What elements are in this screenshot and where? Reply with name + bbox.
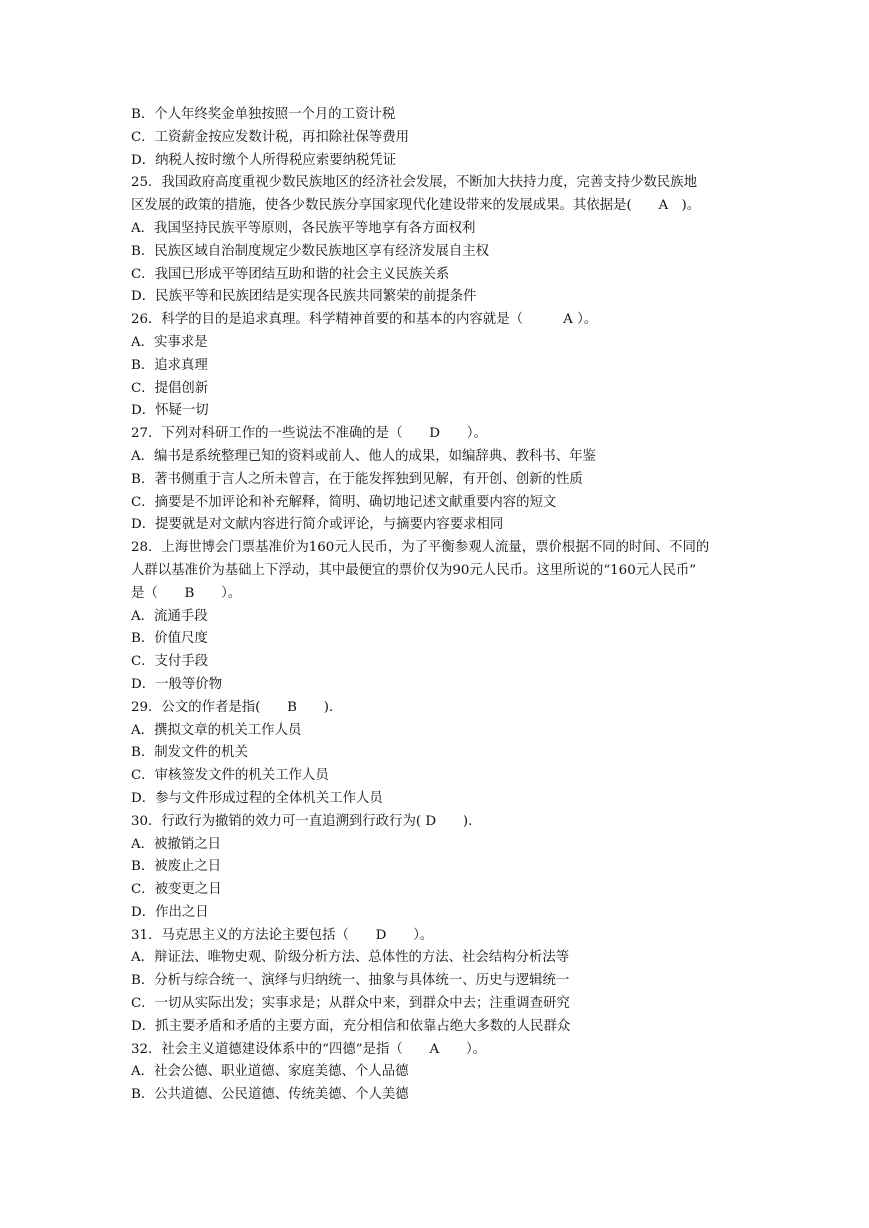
option-line-32b: B．公共道德、公民道德、传统美德、个人美德 <box>131 1087 409 1103</box>
option-line-25a: A．我国坚持民族平等原则，各民族平等地享有各方面权利 <box>131 220 476 236</box>
option-line-29b: B．制发文件的机关 <box>131 745 248 761</box>
option-line-30b: B．被废止之日 <box>131 859 222 875</box>
question-28-line-2: 人群以基准价为基础上下浮动，其中最便宜的票价仅为90元人民币。这里所说的“160元人民币” <box>131 562 697 578</box>
option-line-25d: D．民族平等和民族团结是实现各民族共同繁荣的前提条件 <box>131 289 477 305</box>
option-line-30c: C．被变更之日 <box>131 882 222 898</box>
option-line-26b: B．追求真理 <box>131 357 208 373</box>
option-line-27a: A．编书是系统整理已知的资料或前人、他人的成果，如编辞典、教科书、年鉴 <box>131 448 596 464</box>
option-line-31d: D．抓主要矛盾和矛盾的主要方面，充分相信和依靠占绝大多数的人民群众 <box>131 1018 571 1034</box>
option-line-31c: C．一切从实际出发；实事求是；从群众中来，到群众中去；注重调查研究 <box>131 996 570 1012</box>
option-line-26d: D．怀疑一切 <box>131 403 209 419</box>
option-line-26c: C．提倡创新 <box>131 380 209 396</box>
question-26: 26．科学的目的是追求真理。科学精神首要的和基本的内容就是（ A ）。 <box>131 312 598 328</box>
option-line-24d: D．纳税人按时缴个人所得税应索要纳税凭证 <box>131 152 397 168</box>
option-line-28d: D．一般等价物 <box>131 676 223 692</box>
option-line-27b: B．著书侧重于言人之所未曾言，在于能发挥独到见解，有开创、创新的性质 <box>131 471 583 487</box>
option-line-24b: B．个人年终奖金单独按照一个月的工资计税 <box>131 107 396 122</box>
question-28-line-1: 28．上海世博会门票基准价为160元人民币，为了平衡参观人流量，票价根据不同的时间、不同的 <box>131 540 710 556</box>
option-line-28a: A．流通手段 <box>131 608 208 624</box>
option-line-28c: C．支付手段 <box>131 654 209 670</box>
option-line-30d: D．作出之日 <box>131 904 209 920</box>
option-line-29a: A．撰拟文章的机关工作人员 <box>131 722 302 738</box>
question-32: 32．社会主义道德建设体系中的“四德”是指（ A ）。 <box>131 1041 487 1057</box>
option-line-25b: B．民族区域自治制度规定少数民族地区享有经济发展自主权 <box>131 243 489 259</box>
question-27: 27．下列对科研工作的一些说法不准确的是（ D ）。 <box>131 426 487 442</box>
option-line-27c: C．摘要是不加评论和补充解释，简明、确切地记述文献重要内容的短文 <box>131 494 557 510</box>
option-line-29c: C．审核签发文件的机关工作人员 <box>131 768 329 784</box>
document-body <box>131 104 781 1107</box>
option-line-27d: D．提要就是对文献内容进行简介或评论，与摘要内容要求相同 <box>131 517 504 533</box>
question-30: 30．行政行为撤销的效力可一直追溯到行政行为( D ). <box>131 813 473 829</box>
question-28-line-3: 是（ B ）。 <box>131 585 242 601</box>
question-25-line-1: 25．我国政府高度重视少数民族地区的经济社会发展，不断加大扶持力度，完善支持少数民族地 <box>131 175 698 191</box>
question-29: 29．公文的作者是指( B ). <box>131 699 334 715</box>
option-line-31a: A．辩证法、唯物史观、阶级分析方法、总体性的方法、社会结构分析法等 <box>131 950 570 966</box>
option-line-28b: B．价值尺度 <box>131 631 208 647</box>
option-line-25c: C．我国已形成平等团结互助和谐的社会主义民族关系 <box>131 266 450 282</box>
question-25-line-2: 区发展的政策的措施，使各少数民族分享国家现代化建设带来的发展成果。其依据是( A )。 <box>131 198 701 214</box>
option-line-31b: B．分析与综合统一、演绎与归纳统一、抽象与具体统一、历史与逻辑统一 <box>131 973 570 989</box>
question-31: 31．马克思主义的方法论主要包括（ D ）。 <box>131 927 434 943</box>
option-line-32a: A．社会公德、职业道德、家庭美德、个人品德 <box>131 1064 409 1080</box>
option-line-26a: A．实事求是 <box>131 334 208 350</box>
option-line-29d: D．参与文件形成过程的全体机关工作人员 <box>131 790 383 806</box>
option-line-24c: C．工资薪金按应发数计税，再扣除社保等费用 <box>131 129 410 145</box>
option-line-30a: A．被撤销之日 <box>131 836 222 852</box>
